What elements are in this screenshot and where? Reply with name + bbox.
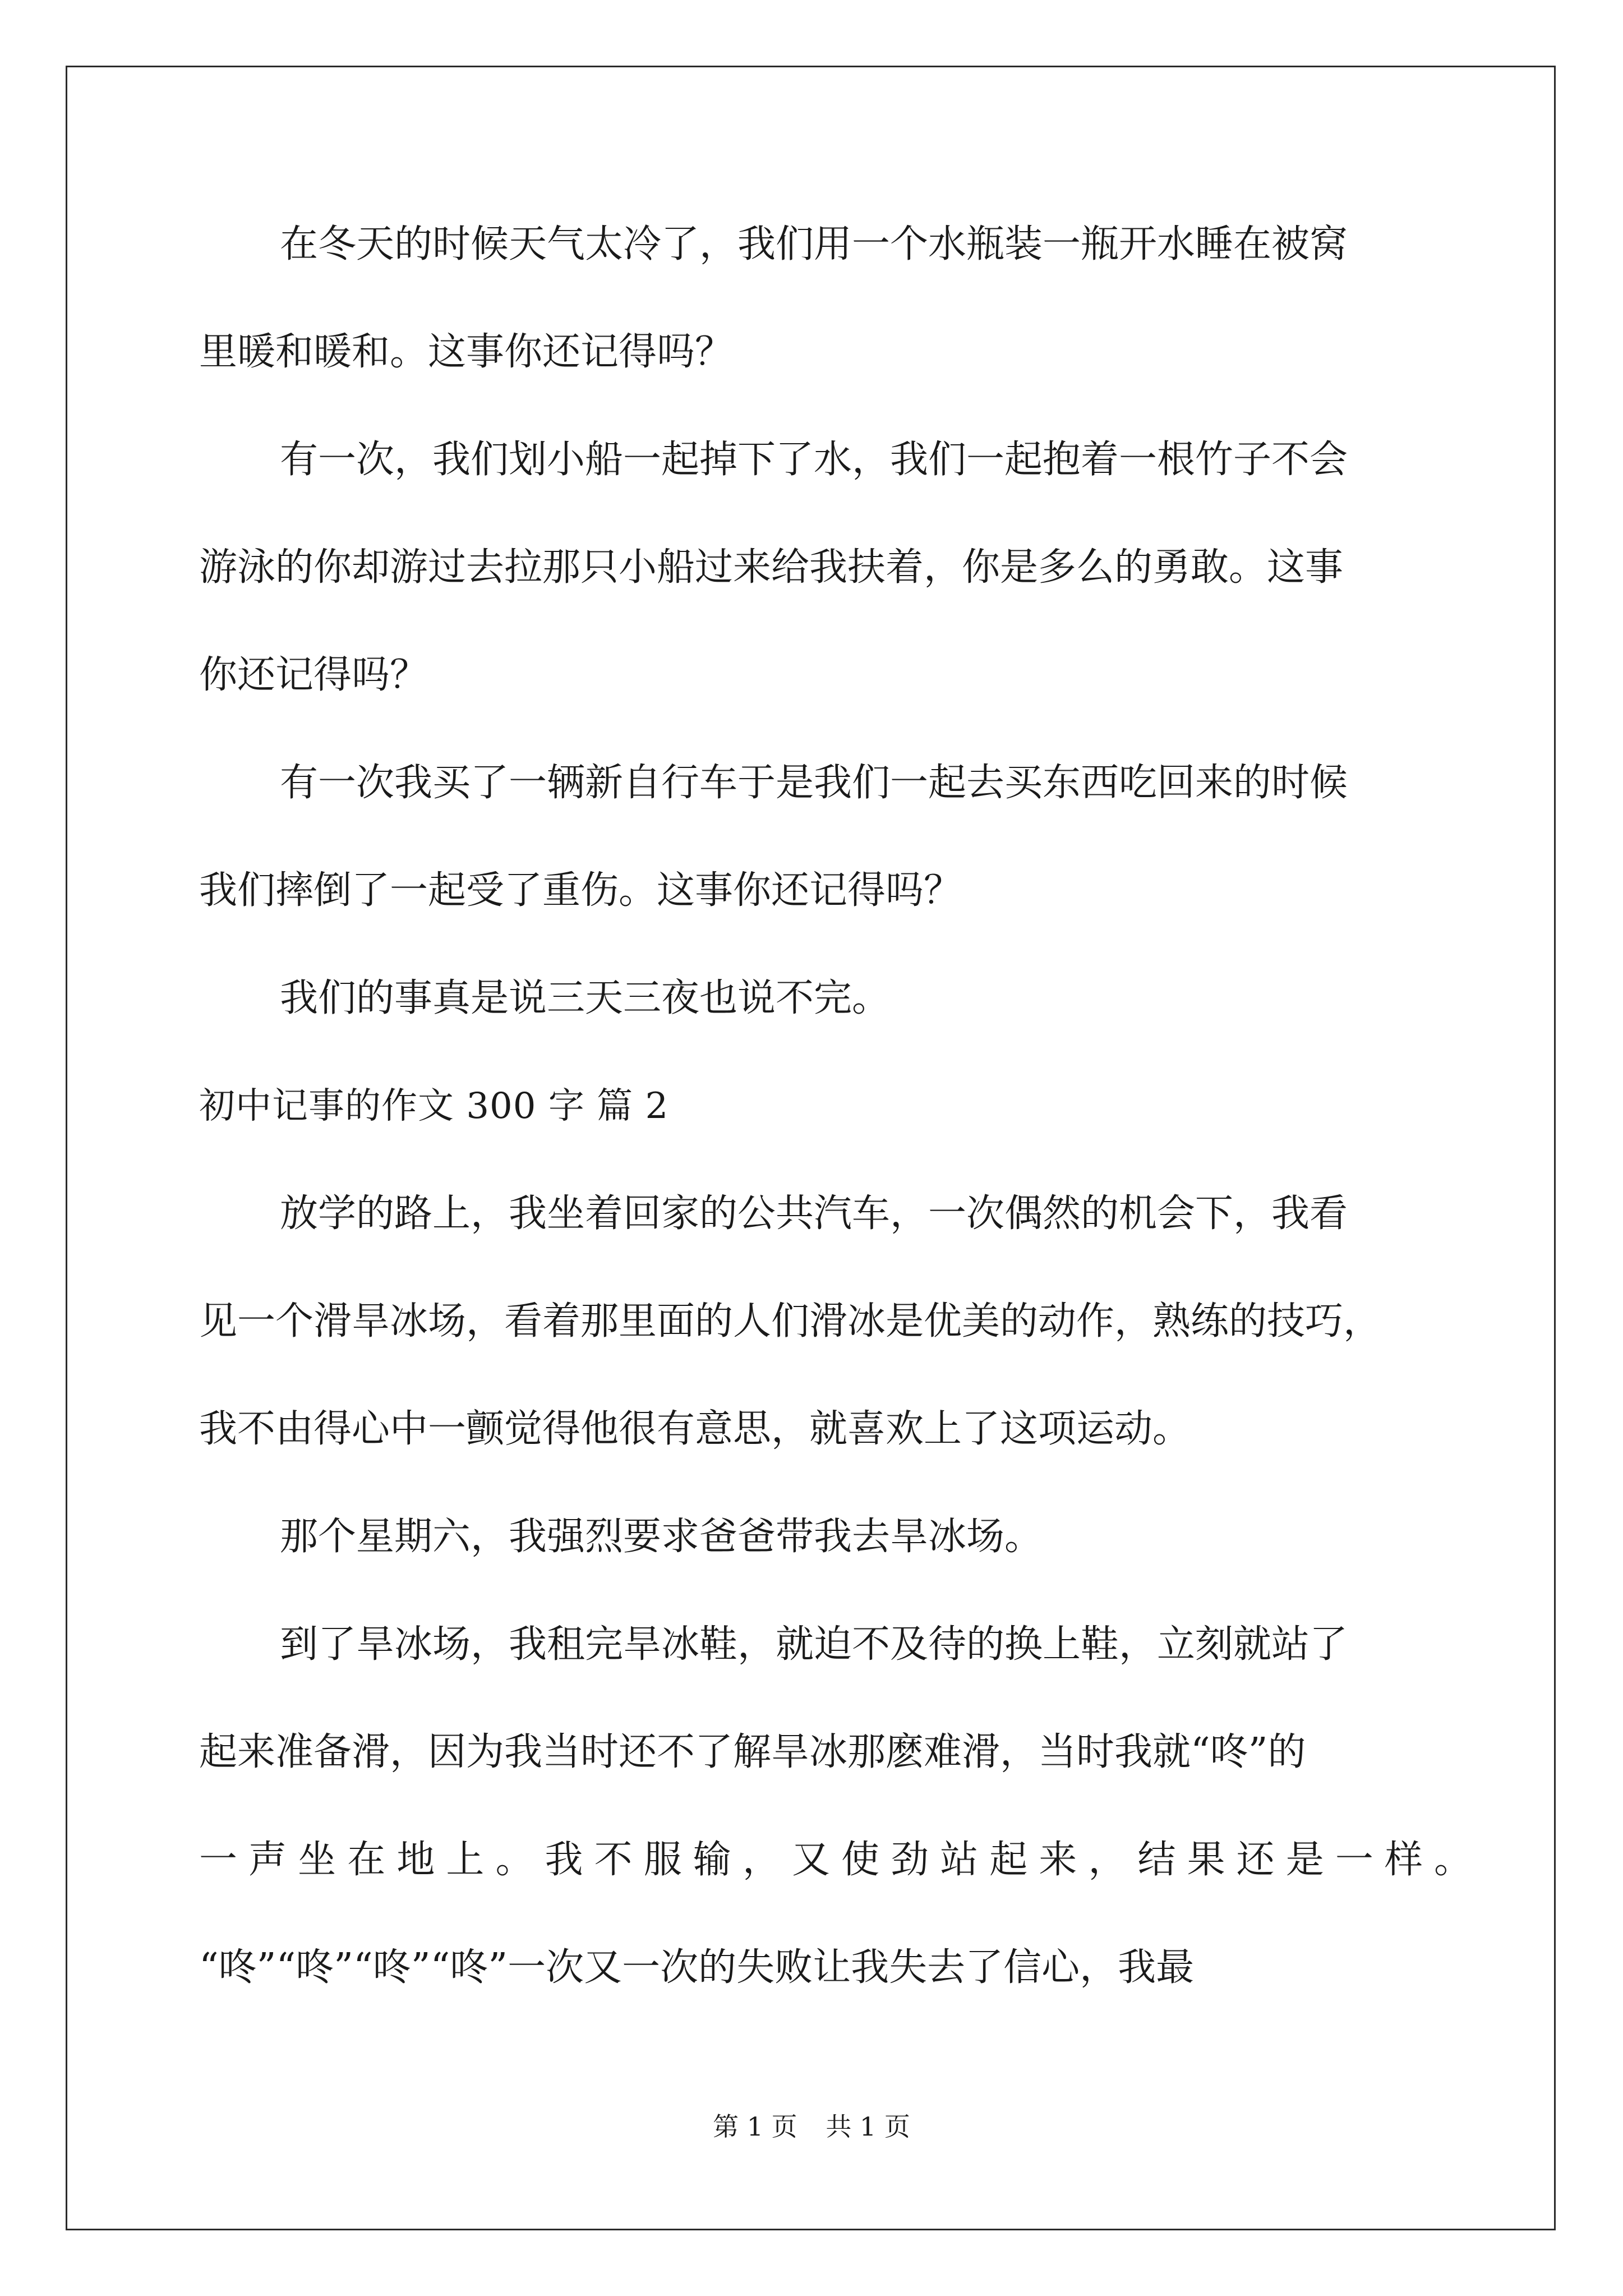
paragraph-line: 你还记得吗？ (199, 653, 428, 697)
page-number-current: 第 1 页 (713, 2111, 797, 2142)
paragraph-line: 游泳的你却游过去拉那只小船过来给我扶着，你是多么的勇敢。这事 (199, 545, 1344, 590)
section-heading: 初中记事的作文 300 字 篇 2 (199, 1085, 669, 1127)
paragraph-line: 一声坐在地上。我不服输，又使劲站起来，结果还是一样。 (199, 1838, 1472, 1882)
paragraph-line: 起来准备滑，因为我当时还不了解旱冰那麽难滑，当时我就“咚”的 (199, 1730, 1306, 1774)
paragraph-line: 放学的路上，我坐着回家的公共汽车，一次偶然的机会下，我看 (280, 1191, 1348, 1236)
paragraph-line: 在冬天的时候天气太冷了，我们用一个水瓶装一瓶开水睡在被窝 (280, 222, 1348, 266)
page-number-total: 共 1 页 (826, 2111, 910, 2142)
paragraph-line: “咚”“咚”“咚”“咚”一次又一次的失败让我失去了信心，我最 (199, 1945, 1195, 1990)
document-body (199, 191, 1472, 2022)
paragraph-line: 见一个滑旱冰场，看着那里面的人们滑冰是优美的动作，熟练的技巧， (199, 1299, 1382, 1343)
paragraph-line: 到了旱冰场，我租完旱冰鞋，就迫不及待的换上鞋，立刻就站了 (280, 1622, 1348, 1667)
paragraph-line: 有一次我买了一辆新自行车于是我们一起去买东西吃回来的时候 (280, 761, 1348, 805)
page-footer (0, 2106, 1623, 2143)
paragraph-line: 那个星期六，我强烈要求爸爸带我去旱冰场。 (280, 1515, 1043, 1559)
paragraph-line: 有一次，我们划小船一起掉下了水，我们一起抱着一根竹子不会 (280, 438, 1348, 482)
paragraph-line: 里暖和暖和。这事你还记得吗？ (199, 330, 734, 374)
paragraph-line: 我们的事真是说三天三夜也说不完。 (280, 976, 891, 1020)
paragraph-line: 我不由得心中一颤觉得他很有意思，就喜欢上了这项运动。 (199, 1407, 1191, 1451)
paragraph-line: 我们摔倒了一起受了重伤。这事你还记得吗？ (199, 868, 962, 913)
